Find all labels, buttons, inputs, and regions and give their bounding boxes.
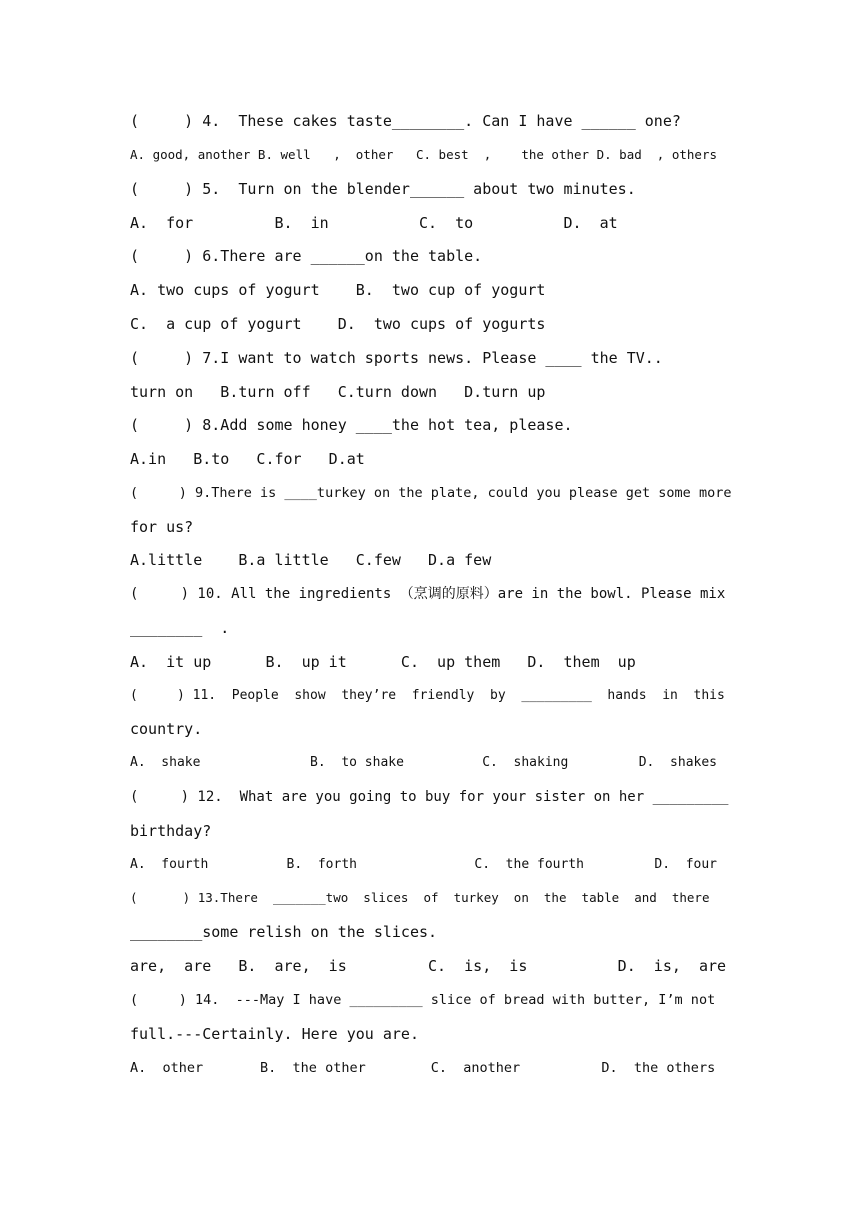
- question-11-options: A. shake B. to shake C. shaking D. shakes: [130, 755, 717, 770]
- question-14: ( ) 14. ---May I have _________ slice of bread with butter, I’m not: [130, 992, 716, 1008]
- question-4: ( ) 4. These cakes taste________. Can I have ______ one?: [130, 112, 681, 130]
- question-12-options: A. fourth B. forth C. the fourth D. four: [130, 857, 717, 872]
- question-6-options-ab: A. two cups of yogurt B. two cup of yogurt: [130, 281, 546, 299]
- question-7-options: turn on B.turn off C.turn down D.turn up: [130, 383, 546, 401]
- question-14-options: A. other B. the other C. another D. the others: [130, 1060, 716, 1076]
- question-6-options-cd: C. a cup of yogurt D. two cups of yogurts: [130, 315, 546, 333]
- question-13-options: are, are B. are, is C. is, is D. is, are: [130, 957, 727, 975]
- question-8-options: A.in B.to C.for D.at: [130, 450, 365, 468]
- question-12: ( ) 12. What are you going to buy for your sister on her _________: [130, 789, 729, 805]
- question-10: ( ) 10. All the ingredients （烹调的原料）are in the bowl. Please mix: [130, 586, 726, 602]
- question-12-continued: birthday?: [130, 822, 212, 840]
- question-10-options: A. it up B. up it C. up them D. them up: [130, 653, 636, 671]
- question-8: ( ) 8.Add some honey ____the hot tea, please.: [130, 416, 573, 434]
- question-11-continued: country.: [130, 720, 203, 738]
- question-9: ( ) 9.There is ____turkey on the plate, could you please get some more: [130, 485, 732, 501]
- question-7: ( ) 7.I want to watch sports news. Please ____ the TV..: [130, 349, 663, 367]
- question-9-options: A.little B.a little C.few D.a few: [130, 551, 492, 569]
- question-6: ( ) 6.There are ______on the table.: [130, 247, 483, 265]
- question-10-continued: ________ .: [130, 619, 230, 637]
- question-4-options: A. good, another B. well , other C. best , the other D. bad , others: [130, 147, 717, 162]
- question-13: ( ) 13.There _______two slices of turkey on the table and there: [130, 890, 710, 905]
- question-9-continued: for us?: [130, 518, 194, 536]
- question-5-options: A. for B. in C. to D. at: [130, 214, 618, 232]
- question-11: ( ) 11. People show they’re friendly by _________ hands in this: [130, 688, 725, 703]
- question-14-continued: full.---Certainly. Here you are.: [130, 1025, 419, 1043]
- question-5: ( ) 5. Turn on the blender______ about two minutes.: [130, 180, 636, 198]
- question-13-continued: ________some relish on the slices.: [130, 923, 438, 941]
